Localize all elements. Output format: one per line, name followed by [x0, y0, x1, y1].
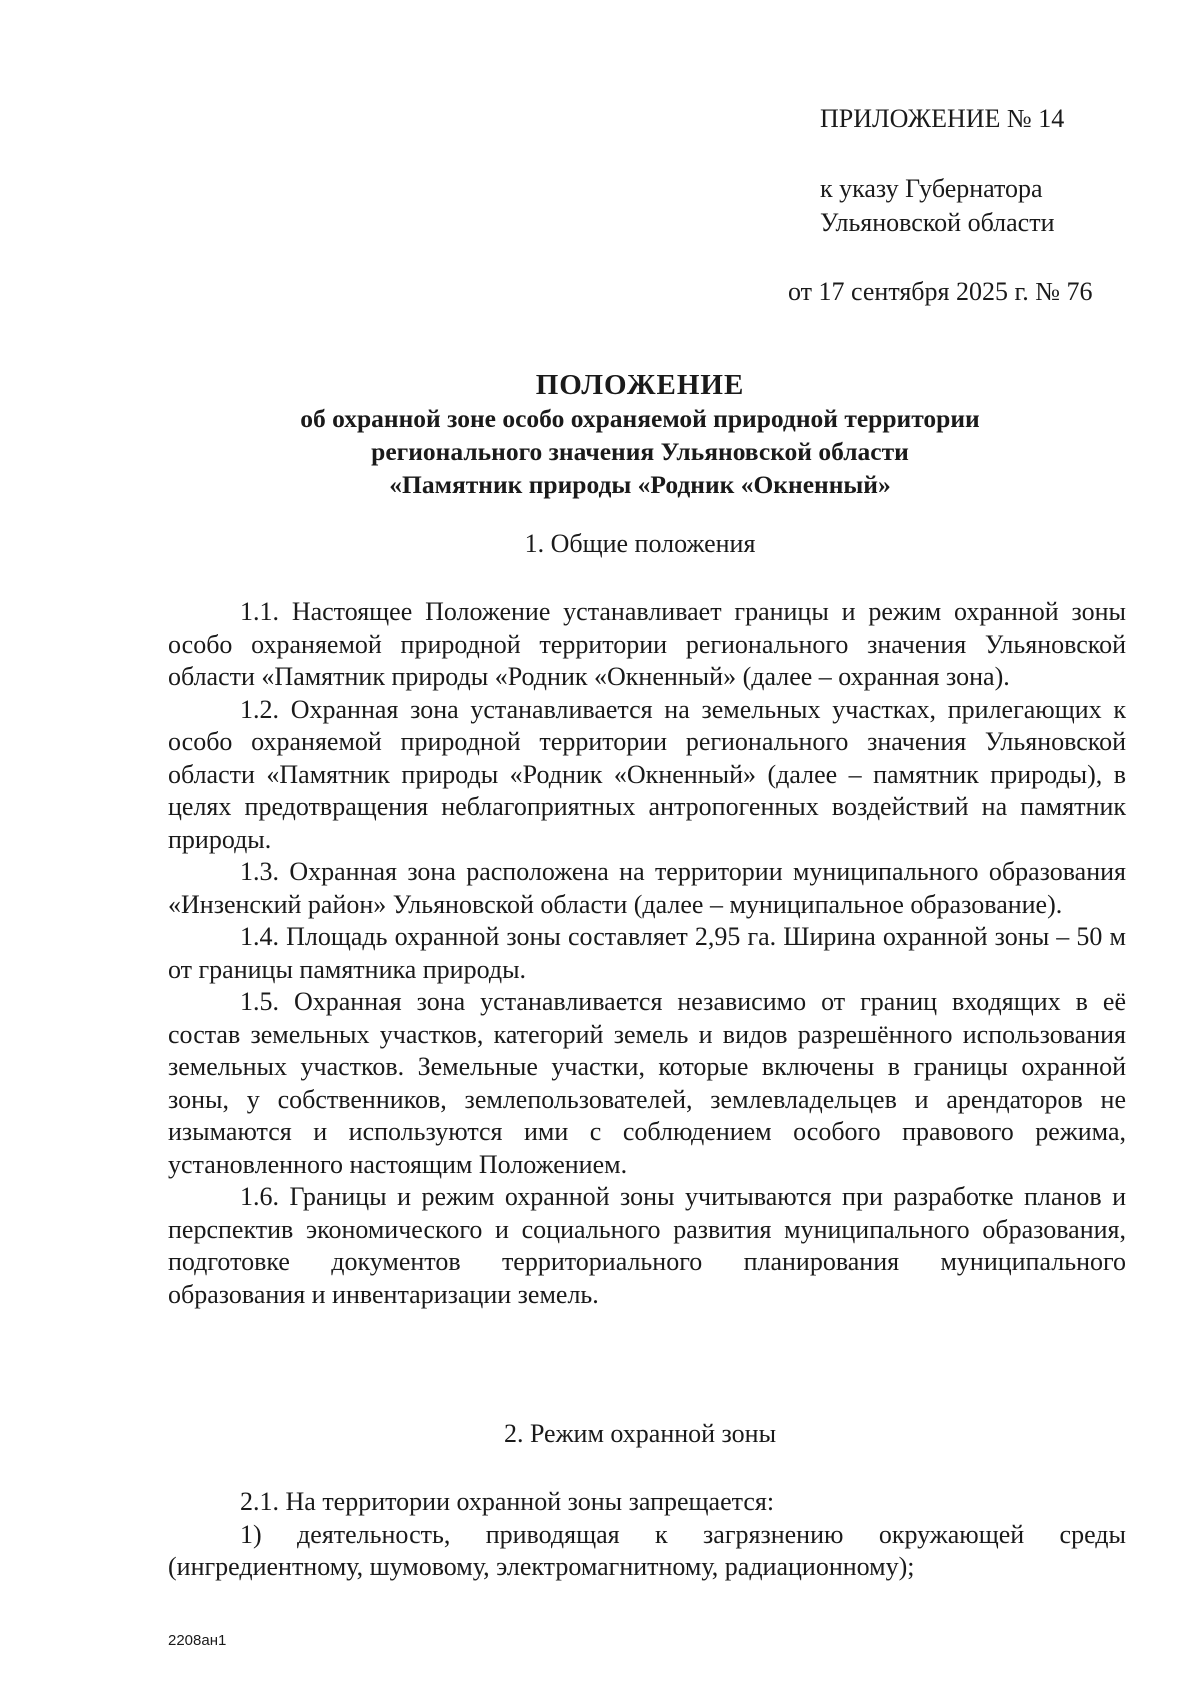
section-2-body: [168, 1486, 1126, 1584]
section-1-body: [168, 596, 1126, 1311]
paragraph-2-1: 2.1. На территории охранной зоны запрещается:: [240, 1487, 775, 1516]
paragraph-1-5: 1.5. Охранная зона устанавливается независимо от границ входящих в её состав земельных участков, категорий земель и видов разрешённого использования земельных участков. Земельные участки, которые включены в границы охранной зоны, у собственников, землепользователей, землевладельцев и арендаторов не изымаются и используются ими с соблюдением особого правового режима, установленного настоящим Положением.: [168, 987, 1126, 1179]
title-line-1: об охранной зоне особо охраняемой природной территории: [300, 404, 980, 433]
title-line-2: регионального значения Ульяновской области: [371, 437, 909, 466]
appendix-number: ПРИЛОЖЕНИЕ № 14: [820, 104, 1065, 133]
decree-line-1: к указу Губернатора: [820, 174, 1043, 203]
section-2-heading: 2. Режим охранной зоны: [503, 1419, 777, 1448]
title-main: ПОЛОЖЕНИЕ: [535, 369, 745, 401]
section-1-heading: 1. Общие положения: [524, 529, 756, 558]
decree-date: от 17 сентября 2025 г. № 76: [788, 277, 1093, 306]
paragraph-1-4: 1.4. Площадь охранной зоны составляет 2,95 га. Ширина охранной зоны – 50 м от границы памятника природы.: [168, 922, 1126, 984]
paragraph-1-6: 1.6. Границы и режим охранной зоны учитываются при разработке планов и перспектив экономического и социального развития муниципального образования, подготовке документов территориального планирования муниципального образования и инвентаризации земель.: [168, 1182, 1126, 1309]
paragraph-2-1-item-1: 1) деятельность, приводящая к загрязнению окружающей среды (ингредиентному, шумовому, электромагнитному, радиационному);: [168, 1519, 1126, 1581]
decree-reference: [820, 172, 1054, 240]
paragraph-1-1: 1.1. Настоящее Положение устанавливает границы и режим охранной зоны особо охраняемой природной территории регионального значения Ульяновской области «Памятник природы «Родник «Окненный» (далее – охранная зона).: [168, 597, 1126, 691]
paragraph-1-2: 1.2. Охранная зона устанавливается на земельных участках, прилегающих к особо охраняемой природной территории регионального значения Ульяновской области «Памятник природы «Родник «Окненный» (далее – памятник природы), в целях предотвращения неблагоприятных антропогенных воздействий на памятник природы.: [168, 694, 1126, 854]
document-code: 2208ан1: [168, 1632, 227, 1649]
title-line-3: «Памятник природы «Родник «Окненный»: [389, 470, 891, 499]
decree-line-2: Ульяновской области: [820, 208, 1055, 237]
paragraph-1-3: 1.3. Охранная зона расположена на территории муниципального образования «Инзенский район» Ульяновской области (далее – муниципальное образование).: [168, 857, 1126, 919]
document-title: [160, 368, 1120, 501]
